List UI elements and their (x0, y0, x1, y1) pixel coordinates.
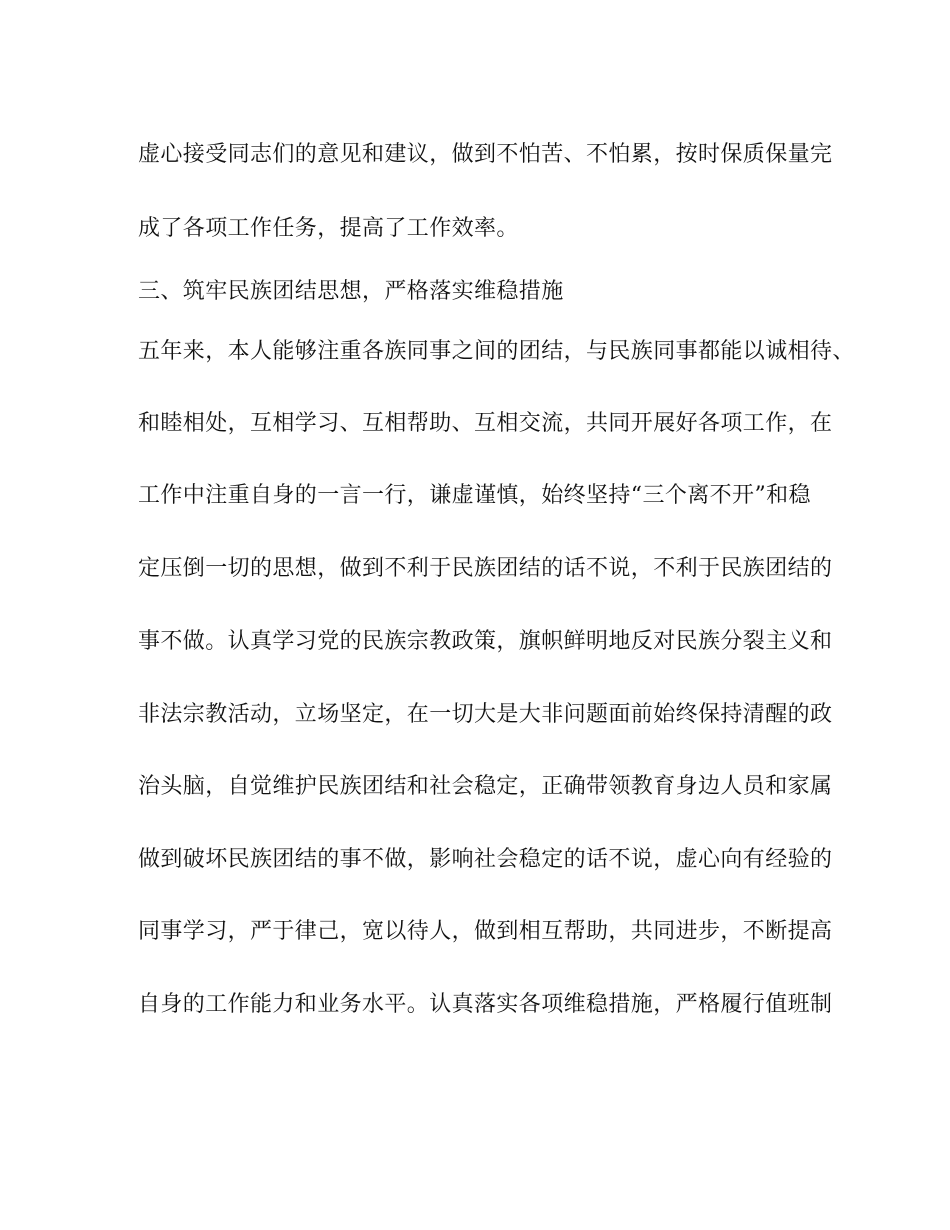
paragraph-line: 五年来，本人能够注重各族同事之间的团结，与民族同事都能以诚相待、 (138, 339, 855, 364)
paragraph-line: 定压倒一切的思想，做到不利于民族团结的话不说，不利于民族团结的 (138, 556, 833, 581)
paragraph-line: 成了各项工作任务，提高了工作效率。 (138, 216, 519, 241)
paragraph-line: 工作中注重自身的一言一行，谦虚谨慎，始终坚持“三个离不开”和稳 (138, 483, 811, 508)
paragraph-line: 和睦相处，互相学习、互相帮助、互相交流，共同开展好各项工作，在 (138, 411, 833, 436)
paragraph-line: 自身的工作能力和业务水平。认真落实各项维稳措施，严格履行值班制 (138, 992, 833, 1017)
paragraph-line: 同事学习，严于律己，宽以待人，做到相互帮助，共同进步，不断提高 (138, 919, 833, 944)
paragraph-line: 事不做。认真学习党的民族宗教政策，旗帜鲜明地反对民族分裂主义和 (138, 629, 833, 654)
paragraph-line: 非法宗教活动，立场坚定，在一切大是大非问题面前始终保持清醒的政 (138, 702, 833, 727)
paragraph-line: 治头脑，自觉维护民族团结和社会稳定，正确带领教育身边人员和家属 (138, 774, 833, 799)
paragraph-line: 做到破坏民族团结的事不做，影响社会稳定的话不说，虚心向有经验的 (138, 847, 833, 872)
section-heading: 三、筑牢民族团结思想，严格落实维稳措施 (138, 279, 564, 304)
paragraph-line: 虚心接受同志们的意见和建议，做到不怕苦、不怕累，按时保质保量完 (138, 142, 833, 167)
